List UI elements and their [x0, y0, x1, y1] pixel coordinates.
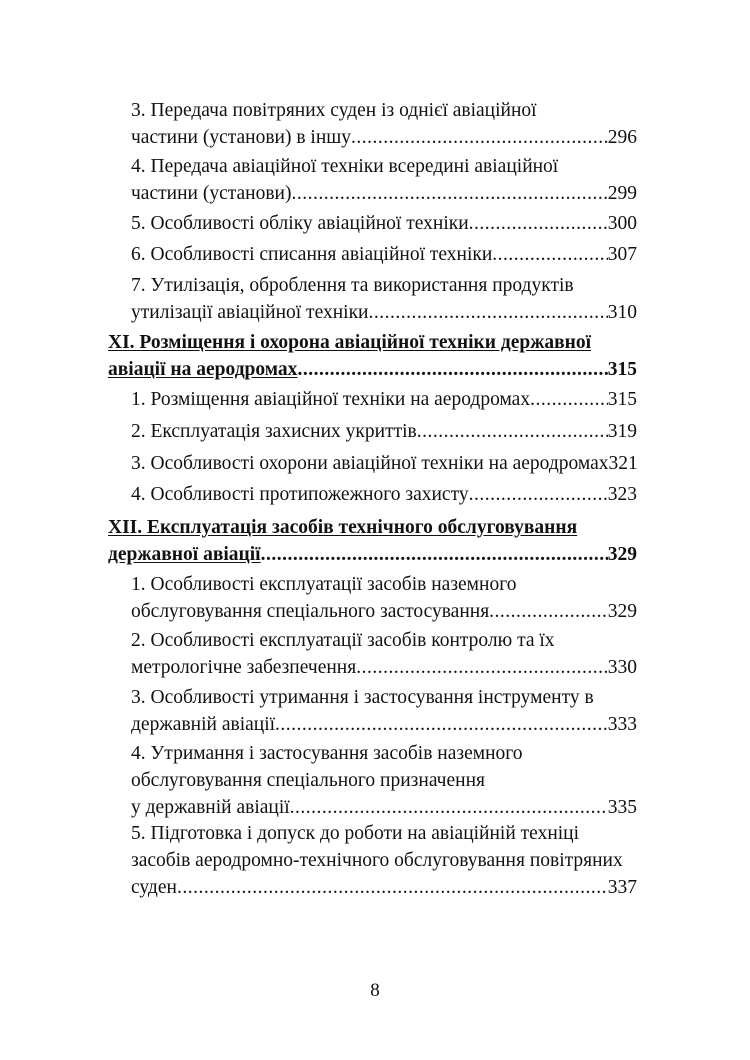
dot-leader	[417, 418, 608, 445]
toc-entry	[131, 153, 637, 207]
toc-entry	[131, 684, 637, 738]
dot-leader	[492, 241, 607, 268]
dot-leader	[275, 711, 608, 738]
toc-entry	[131, 820, 637, 901]
toc-entry-text: 2. Експлуатація захисних укриттів	[131, 421, 417, 442]
toc-entry-text: обслуговування спеціального призначення	[131, 770, 485, 791]
toc-entry	[131, 571, 637, 625]
toc-entry	[131, 450, 637, 477]
toc-entry-text: 6. Особливості списання авіаційної техніки	[131, 244, 493, 265]
toc-page-number: 310	[607, 302, 637, 323]
toc-page-number: 299	[607, 183, 637, 204]
toc-entry-text: 4. Утримання і застосування засобів наземного	[131, 743, 523, 764]
page-number: 8	[370, 980, 380, 1001]
toc-entry-text: у державній авіації	[131, 797, 290, 818]
toc-entry-text: утилізації авіаційної техніки	[131, 302, 369, 323]
toc-entry-text: суден	[131, 877, 177, 898]
toc-entry	[131, 241, 637, 268]
toc-entry	[131, 210, 637, 237]
toc-page-number: 329	[607, 601, 637, 622]
toc-page-number: 315	[607, 389, 637, 410]
toc-section-text: XII. Експлуатація засобів технічного обслуговування	[108, 517, 578, 538]
toc-entry-text: обслуговування спеціального застосування	[131, 601, 490, 622]
toc-entry	[131, 386, 637, 413]
dot-leader	[469, 210, 608, 237]
toc-entry-text: 4. Особливості протипожежного захисту	[131, 484, 469, 505]
toc-page-number: 335	[607, 797, 637, 818]
dot-leader	[261, 541, 608, 568]
toc-entry-text: частини (установи) в іншу	[131, 127, 352, 148]
toc-entry-text: державній авіації	[131, 714, 276, 735]
toc-entry-text: 1. Особливості експлуатації засобів наземного	[131, 574, 517, 595]
toc-entry-text: метрологічне забезпечення	[131, 657, 357, 678]
toc-entry-text: 5. Підготовка і допуск до роботи на авіаційній техніці	[131, 823, 580, 844]
toc-page-number: 329	[607, 544, 637, 565]
toc-section-heading	[108, 514, 637, 568]
toc-entry	[131, 481, 637, 508]
toc-entry-text: 3. Передача повітряних суден із однієї авіаційної	[131, 100, 537, 121]
toc-entry	[131, 418, 637, 445]
toc-entry-text: 2. Особливості експлуатації засобів контролю та їх	[131, 630, 555, 651]
toc-entry-text: 3. Особливості утримання і застосування інструменту в	[131, 687, 594, 708]
dot-leader	[530, 386, 608, 413]
toc-section-heading	[108, 329, 637, 383]
toc-entry	[131, 740, 637, 821]
toc-entry	[131, 97, 637, 151]
toc-section-text: державної авіації	[108, 544, 261, 565]
toc-section-text: авіації на аеродромах	[108, 359, 298, 380]
toc-entry-text: засобів аеродромно-технічного обслуговування повітряних	[131, 850, 623, 871]
toc-entry-text: 1. Розміщення авіаційної техніки на аеродромах	[131, 389, 531, 410]
toc-entry-text: 3. Особливості охорони авіаційної техніки на аеродромах	[131, 453, 609, 474]
dot-leader	[351, 124, 608, 151]
toc-entry	[131, 627, 637, 681]
toc-entry-text: 4. Передача авіаційної техніки всередині авіаційної	[131, 156, 559, 177]
dot-leader	[291, 180, 607, 207]
dot-leader	[177, 874, 608, 901]
toc-entry	[131, 272, 637, 326]
toc-page-number: 330	[607, 657, 637, 678]
toc-page-number: 337	[607, 877, 637, 898]
toc-page-number: 319	[607, 421, 637, 442]
toc-page-number: 300	[607, 213, 637, 234]
toc-page-number: 296	[607, 127, 637, 148]
toc-entry-text: частини (установи)	[131, 183, 292, 204]
dot-leader	[356, 654, 608, 681]
dot-leader	[297, 356, 607, 383]
dot-leader	[290, 794, 608, 821]
dot-leader	[489, 598, 608, 625]
toc-page-number: 321	[608, 453, 638, 474]
toc-page-number: 307	[607, 244, 637, 265]
toc-entry-text: 5. Особливості обліку авіаційної техніки	[131, 213, 469, 234]
toc-section-text: XI. Розміщення і охорона авіаційної техніки державної	[108, 332, 592, 353]
toc-entry-text: 7. Утилізація, оброблення та використання продуктів	[131, 275, 574, 296]
toc-page-number: 315	[607, 359, 637, 380]
toc-page-number: 323	[607, 484, 637, 505]
toc-page-number: 333	[607, 714, 637, 735]
dot-leader	[469, 481, 608, 508]
dot-leader	[369, 299, 608, 326]
